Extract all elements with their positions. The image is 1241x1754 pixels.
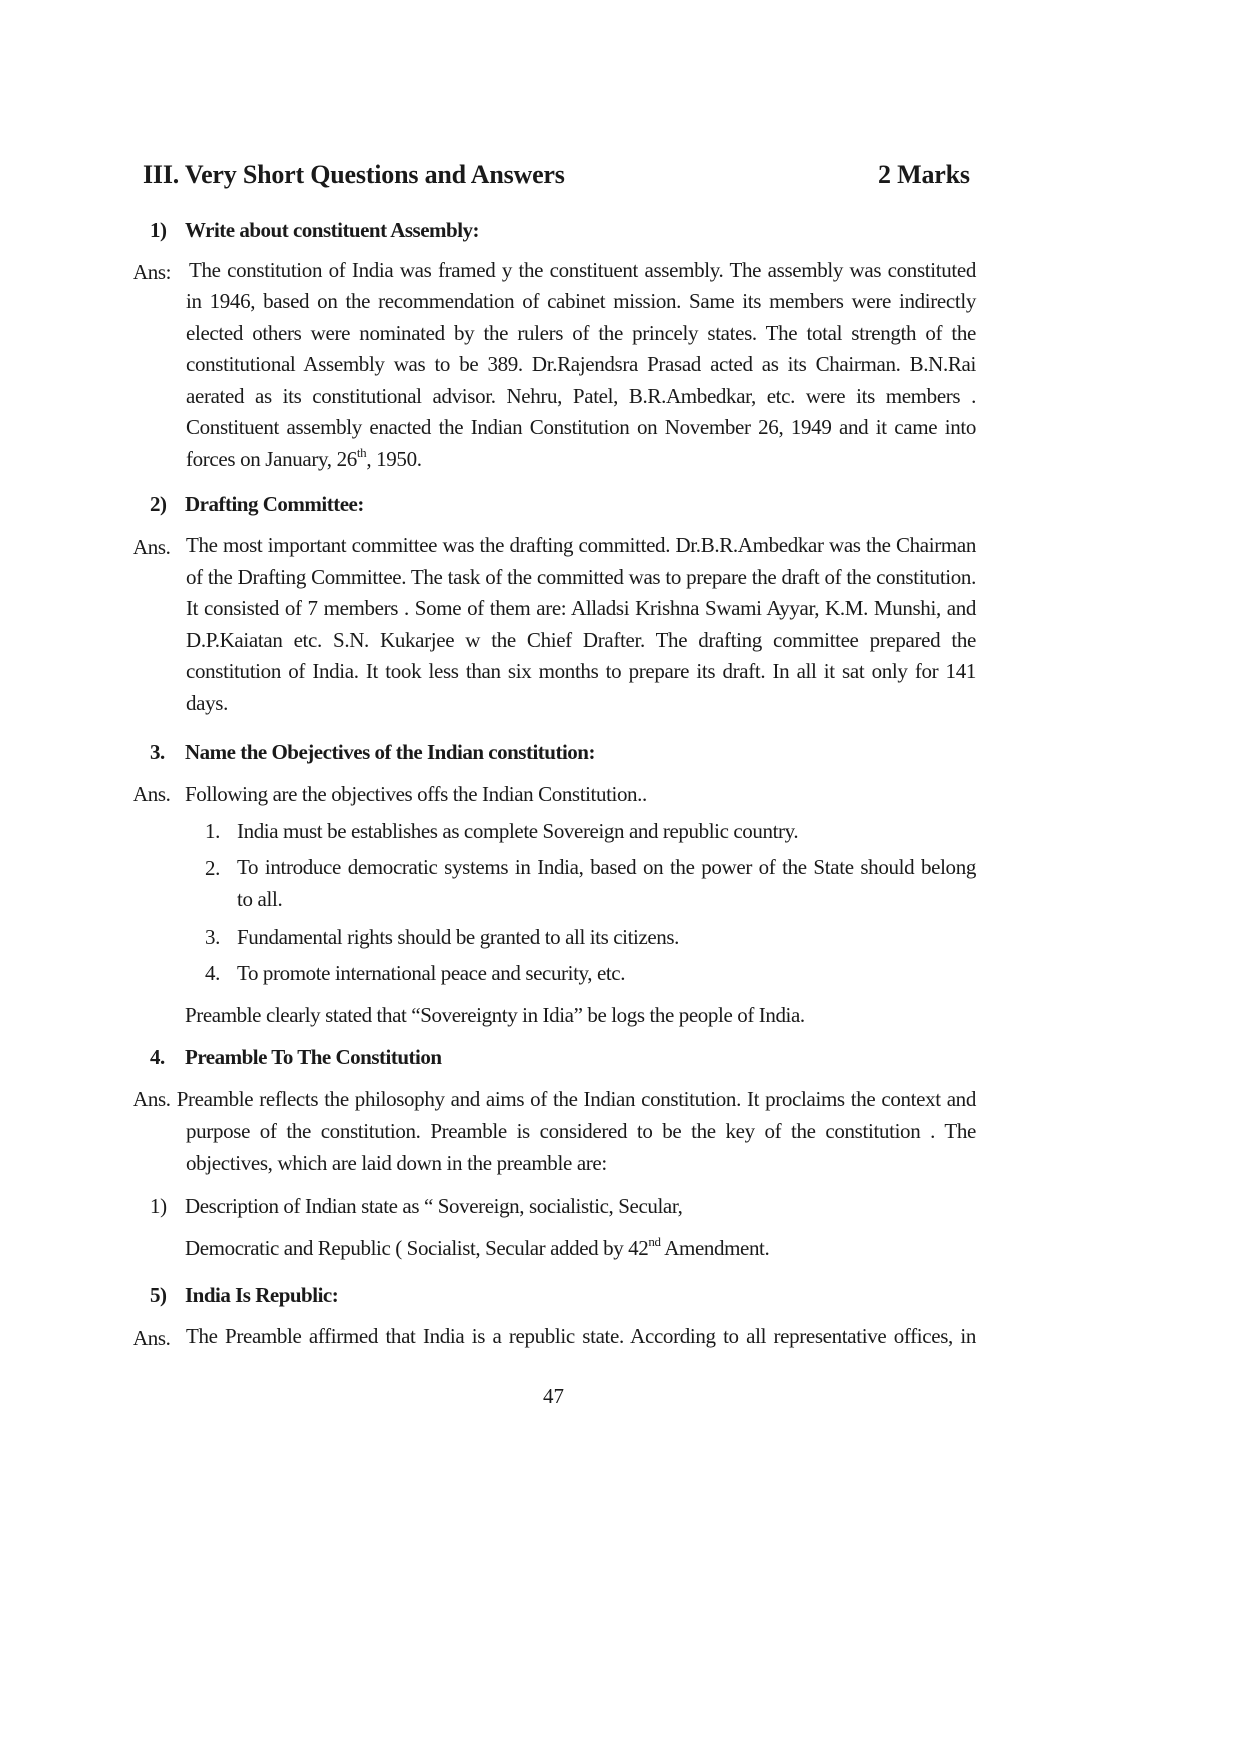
- question-3-number: 3.: [150, 740, 165, 764]
- objective-2-number: 2.: [205, 856, 220, 880]
- question-4-answer: [186, 1116, 976, 1179]
- question-1-answer: [189, 255, 976, 287]
- objective-line: To introduce democratic systems in India, based on the power of the State should belong: [237, 855, 976, 879]
- objective-3-number: 3.: [205, 925, 220, 949]
- preamble-item-line-1: Description of Indian state as “ Sovereign, socialistic, Secular,: [185, 1194, 683, 1218]
- question-5-answer: [186, 1321, 976, 1353]
- question-3-ans-label: Ans.: [133, 782, 171, 806]
- objective-4-number: 4.: [205, 961, 220, 985]
- question-2-answer: [186, 530, 976, 719]
- answer-line: The Preamble affirmed that India is a republic state. According to all representative offices, in: [186, 1324, 976, 1348]
- objective-3-text: Fundamental rights should be granted to all its citizens.: [237, 925, 680, 949]
- answer-line: Constituent assembly enacted the Indian Constitution on November 26, 1949 and it came into: [186, 415, 976, 439]
- objective-line: to all.: [237, 886, 283, 911]
- answer-line: elected others were nominated by the rulers of the princely states. The total strength of the: [186, 320, 976, 345]
- answer-line: constitutional Assembly was to be 389. Dr.Rajendsra Prasad acted as its Chairman. B.N.Rai: [186, 352, 976, 376]
- answer-line: of the Drafting Committee. The task of the committed was to prepare the draft of the constitution.: [186, 564, 976, 589]
- page-number: 47: [543, 1384, 564, 1408]
- question-5-ans-label: Ans.: [133, 1326, 171, 1350]
- question-4-number: 4.: [150, 1045, 165, 1069]
- answer-line: Ans. Preamble reflects the philosophy and aims of the Indian constitution. It proclaims the context and: [133, 1087, 976, 1111]
- objective-1-number: 1.: [205, 819, 220, 843]
- question-3-closing: Preamble clearly stated that “Sovereignty in Idia” be logs the people of India.: [185, 1003, 805, 1027]
- question-3-intro: Following are the objectives offs the Indian Constitution..: [185, 782, 647, 806]
- question-3-title: Name the Obejectives of the Indian constitution:: [185, 740, 595, 764]
- question-1-ans-label: Ans:: [133, 260, 172, 284]
- question-5-number: 5): [150, 1283, 167, 1307]
- answer-line: aerated as its constitutional advisor. Nehru, Patel, B.R.Ambedkar, etc. were its members .: [186, 383, 976, 408]
- question-2-number: 2): [150, 492, 167, 516]
- question-4-title: Preamble To The Constitution: [185, 1045, 442, 1069]
- answer-line: forces on January, 26th, 1950.: [186, 444, 422, 471]
- section-marks: 2 Marks: [878, 160, 970, 189]
- objective-4-text: To promote international peace and security, etc.: [237, 961, 626, 985]
- preamble-item-number: 1): [150, 1194, 167, 1218]
- question-1-answer-cont: [186, 286, 976, 475]
- question-5-title: India Is Republic:: [185, 1283, 339, 1307]
- answer-line: days.: [186, 690, 228, 715]
- answer-line: purpose of the constitution. Preamble is considered to be the key of the constitution . The: [186, 1119, 976, 1143]
- question-2-ans-label: Ans.: [133, 535, 171, 559]
- answer-line: D.P.Kaiatan etc. S.N. Kukarjee w the Chief Drafter. The drafting committee prepared the: [186, 627, 976, 652]
- answer-line: objectives, which are laid down in the preamble are:: [186, 1150, 607, 1175]
- question-1-number: 1): [150, 218, 167, 242]
- section-title: III. Very Short Questions and Answers: [143, 160, 565, 189]
- preamble-item-line-2: Democratic and Republic ( Socialist, Secular added by 42nd Amendment.: [185, 1234, 770, 1260]
- question-4-answer-first: [133, 1084, 976, 1116]
- answer-line: in 1946, based on the recommendation of cabinet mission. Same its members were indirectly: [186, 289, 976, 313]
- answer-line: The constitution of India was framed y the constituent assembly. The assembly was constituted: [189, 258, 976, 282]
- objective-1-text: India must be establishes as complete Sovereign and republic country.: [237, 819, 799, 843]
- answer-line: It consisted of 7 members . Some of them are: Alladsi Krishna Swami Ayyar, K.M. Munshi, and: [186, 596, 976, 620]
- answer-line: The most important committee was the drafting committed. Dr.B.R.Ambedkar was the Chairman: [186, 533, 976, 557]
- objective-2-text: [237, 852, 976, 915]
- answer-line: constitution of India. It took less than six months to prepare its draft. In all it sat only for 141: [186, 659, 976, 683]
- question-2-title: Drafting Committee:: [185, 492, 364, 516]
- question-1-title: Write about constituent Assembly:: [185, 218, 480, 242]
